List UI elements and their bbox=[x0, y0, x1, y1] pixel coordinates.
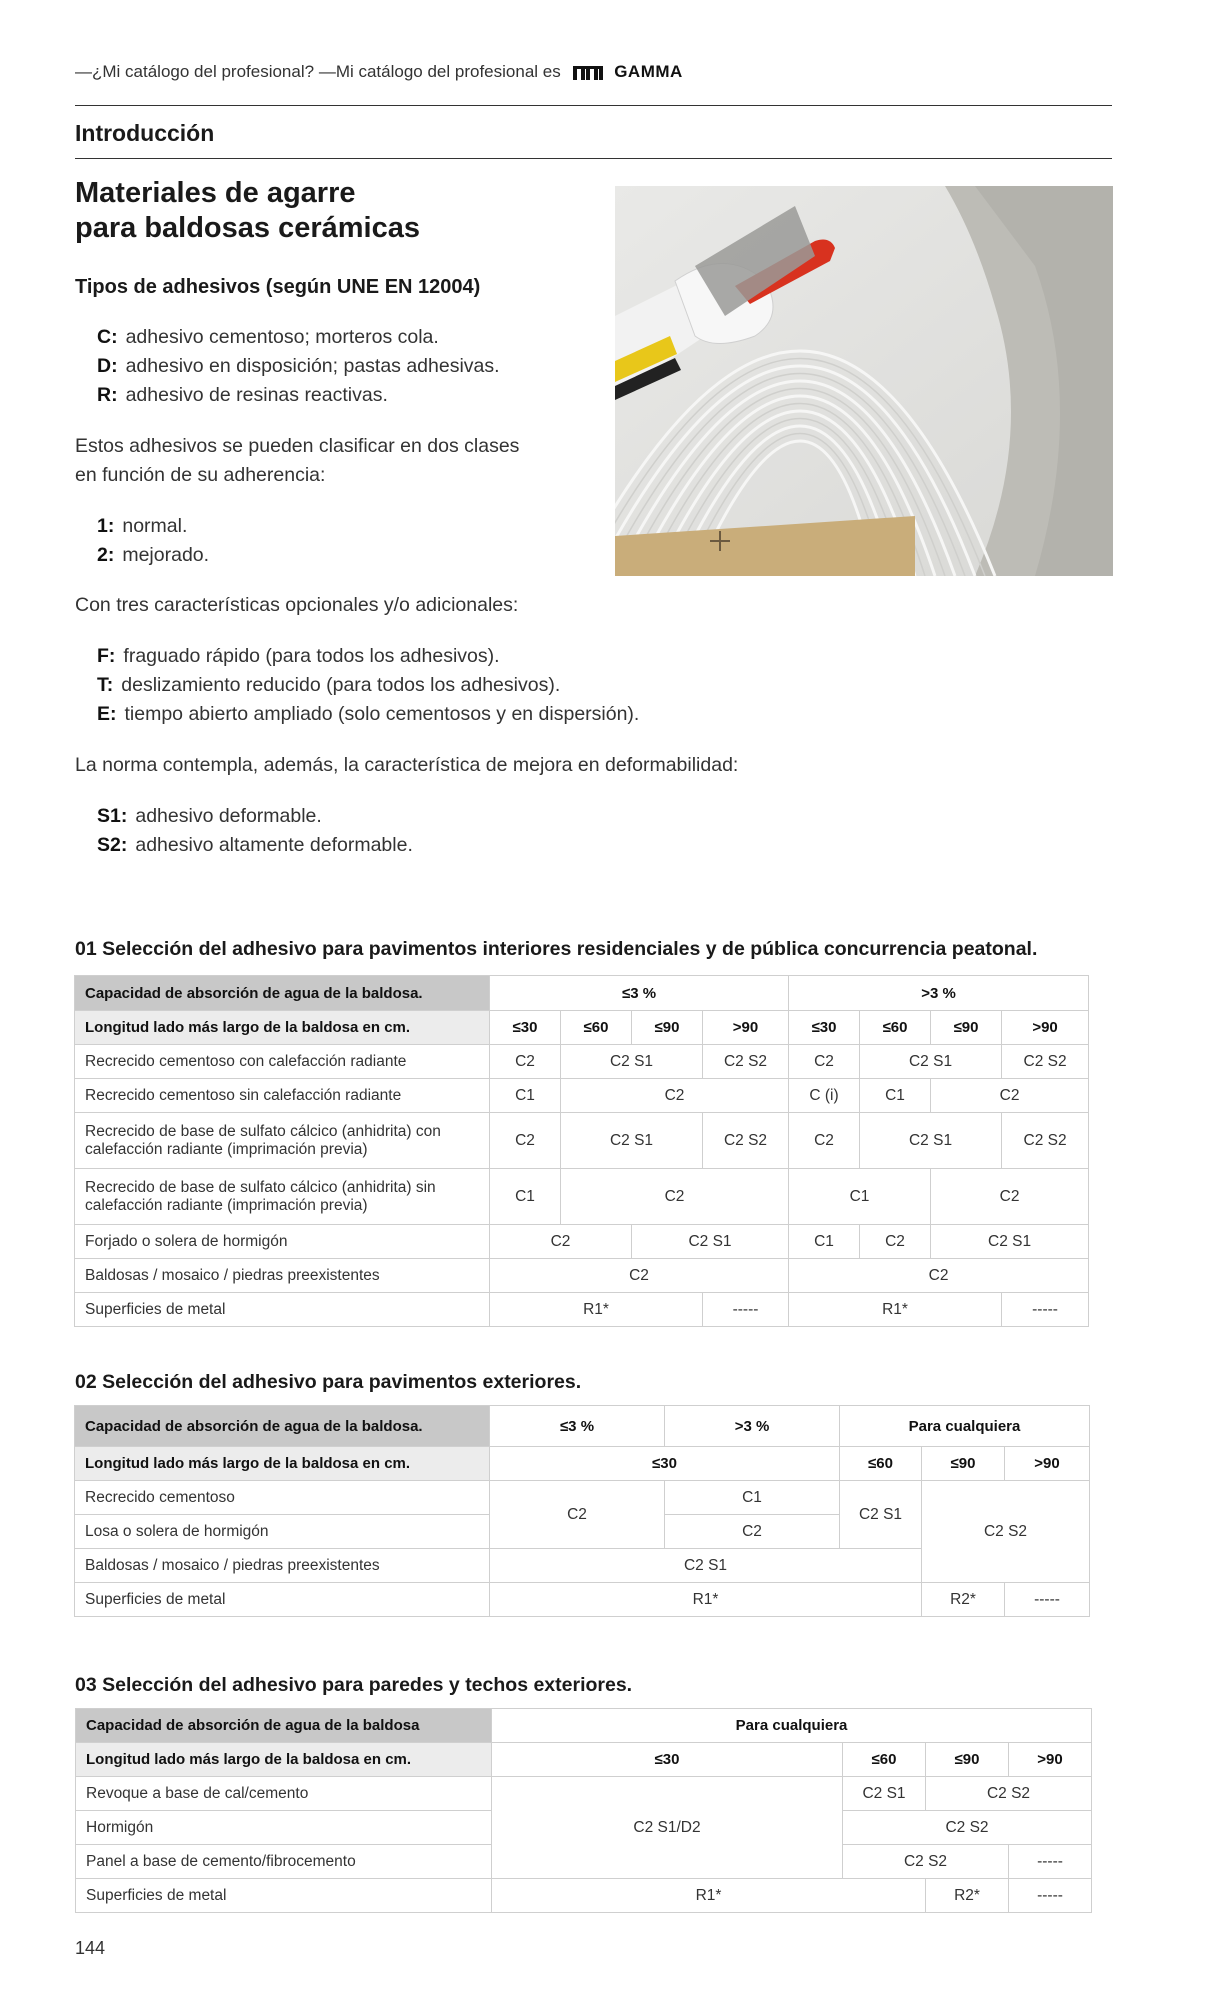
list-item: R: adhesivo de resinas reactivas. bbox=[97, 384, 388, 406]
types-heading: Tipos de adhesivos (según UNE EN 12004) bbox=[75, 276, 481, 298]
list-item: S2: adhesivo altamente deformable. bbox=[97, 834, 413, 856]
table1-abs-low: ≤3 % bbox=[490, 976, 789, 1011]
table-row bbox=[75, 1583, 1090, 1617]
table-row bbox=[75, 1481, 1090, 1515]
adhesive-trowel-photo bbox=[615, 186, 1113, 576]
table1-size: ≤90 bbox=[632, 1011, 703, 1045]
table3-title: 03 Selección del adhesivo para paredes y techos exteriores. bbox=[75, 1674, 633, 1696]
table2-absorption-header: Capacidad de absorción de agua de la baldosa. bbox=[75, 1406, 490, 1447]
table2-size: >90 bbox=[1005, 1447, 1090, 1481]
table1-abs-high: >3 % bbox=[789, 976, 1089, 1011]
row-label: Superficies de metal bbox=[75, 1583, 490, 1617]
table-cell: R2* bbox=[926, 1879, 1009, 1913]
list-item: T: deslizamiento reducido (para todos los adhesivos). bbox=[97, 674, 561, 696]
table3-size: >90 bbox=[1009, 1743, 1092, 1777]
table-cell: C2 bbox=[931, 1079, 1089, 1113]
optional-text: Con tres características opcionales y/o adicionales: bbox=[75, 594, 519, 616]
classes-text-line1: Estos adhesivos se pueden clasificar en dos clases bbox=[75, 435, 520, 457]
table2-size: ≤60 bbox=[840, 1447, 922, 1481]
table-cell: C2 bbox=[789, 1259, 1089, 1293]
table2-abs-any: Para cualquiera bbox=[840, 1406, 1090, 1447]
table-cell: C2 bbox=[490, 1259, 789, 1293]
table-cell: C2 S1 bbox=[632, 1225, 789, 1259]
table-cell: R1* bbox=[490, 1583, 922, 1617]
table-cell: R2* bbox=[922, 1583, 1005, 1617]
page-title-line1: Materiales de agarre bbox=[75, 177, 356, 209]
table-cell: C1 bbox=[490, 1169, 561, 1225]
table-cell: C2 bbox=[860, 1225, 931, 1259]
table-cell: C2 bbox=[490, 1225, 632, 1259]
table1-absorption-header: Capacidad de absorción de agua de la baldosa. bbox=[75, 976, 490, 1011]
table-cell: ----- bbox=[1009, 1879, 1092, 1913]
table2-size: ≤90 bbox=[922, 1447, 1005, 1481]
table3-absorption-header: Capacidad de absorción de agua de la baldosa bbox=[76, 1709, 492, 1743]
header-rule bbox=[75, 105, 1112, 106]
row-label: Forjado o solera de hormigón bbox=[75, 1225, 490, 1259]
table-cell: C2 S1 bbox=[860, 1113, 1002, 1169]
table3-size: ≤90 bbox=[926, 1743, 1009, 1777]
table2-abs-low: ≤3 % bbox=[490, 1406, 665, 1447]
table-cell: C2 bbox=[789, 1113, 860, 1169]
table-cell: C2 bbox=[490, 1045, 561, 1079]
row-label: Baldosas / mosaico / piedras preexistentes bbox=[75, 1549, 490, 1583]
table-row bbox=[76, 1777, 1092, 1811]
row-label: Recrecido de base de sulfato cálcico (anhidrita) con calefacción radiante (imprimación previa) bbox=[75, 1113, 490, 1169]
row-label: Panel a base de cemento/fibrocemento bbox=[76, 1845, 492, 1879]
table-cell: ----- bbox=[1002, 1293, 1089, 1327]
table-cell: R1* bbox=[492, 1879, 926, 1913]
row-label: Superficies de metal bbox=[75, 1293, 490, 1327]
row-label: Recrecido cementoso bbox=[75, 1481, 490, 1515]
table-cell: C2 S1 bbox=[561, 1045, 703, 1079]
list-item: C: adhesivo cementoso; morteros cola. bbox=[97, 326, 439, 348]
table-cell: C2 S2 bbox=[703, 1045, 789, 1079]
table2 bbox=[74, 1405, 1090, 1617]
table-cell: C1 bbox=[490, 1079, 561, 1113]
table-cell: C2 bbox=[561, 1169, 789, 1225]
table-cell: C2 S2 bbox=[703, 1113, 789, 1169]
table-cell: C2 bbox=[561, 1079, 789, 1113]
row-label: Recrecido cementoso con calefacción radiante bbox=[75, 1045, 490, 1079]
page-title-line2: para baldosas cerámicas bbox=[75, 212, 420, 244]
list-item: S1: adhesivo deformable. bbox=[97, 805, 322, 827]
table1-size: ≤60 bbox=[860, 1011, 931, 1045]
table1 bbox=[74, 975, 1089, 1327]
table-cell: C2 S2 bbox=[922, 1481, 1090, 1583]
table-cell: C1 bbox=[789, 1225, 860, 1259]
row-label: Hormigón bbox=[76, 1811, 492, 1845]
table-cell: C2 S1 bbox=[561, 1113, 703, 1169]
table2-size: ≤30 bbox=[490, 1447, 840, 1481]
header-tagline bbox=[75, 62, 683, 82]
list-item: E: tiempo abierto ampliado (solo cementosos y en dispersión). bbox=[97, 703, 640, 725]
brand-name: GAMMA bbox=[614, 62, 683, 81]
table-cell: R1* bbox=[490, 1293, 703, 1327]
table-cell: C1 bbox=[860, 1079, 931, 1113]
table-cell: C1 bbox=[789, 1169, 931, 1225]
table1-length-header: Longitud lado más largo de la baldosa en cm. bbox=[75, 1011, 490, 1045]
table-row bbox=[75, 1169, 1089, 1225]
table2-title: 02 Selección del adhesivo para pavimentos exteriores. bbox=[75, 1371, 582, 1393]
list-item: 1: normal. bbox=[97, 515, 188, 537]
page-title bbox=[75, 176, 420, 246]
table3-length-header: Longitud lado más largo de la baldosa en cm. bbox=[76, 1743, 492, 1777]
table-cell: ----- bbox=[1009, 1845, 1092, 1879]
row-label: Losa o solera de hormigón bbox=[75, 1515, 490, 1549]
trowel-illustration-icon bbox=[615, 186, 1113, 576]
norm-text: La norma contempla, además, la característica de mejora en deformabilidad: bbox=[75, 754, 739, 776]
row-label: Recrecido cementoso sin calefacción radiante bbox=[75, 1079, 490, 1113]
table-row bbox=[75, 1113, 1089, 1169]
table-row bbox=[75, 1225, 1089, 1259]
table-cell: C2 bbox=[490, 1113, 561, 1169]
table-cell: C2 S1 bbox=[840, 1481, 922, 1549]
table-row bbox=[75, 1079, 1089, 1113]
table1-size: ≤90 bbox=[931, 1011, 1002, 1045]
table1-size: >90 bbox=[703, 1011, 789, 1045]
row-label: Superficies de metal bbox=[76, 1879, 492, 1913]
table-row bbox=[75, 1259, 1089, 1293]
table1-size: ≤30 bbox=[789, 1011, 860, 1045]
table-cell: C2 bbox=[665, 1515, 840, 1549]
table1-size: ≤30 bbox=[490, 1011, 561, 1045]
table3-size: ≤30 bbox=[492, 1743, 843, 1777]
table-cell: C2 S1 bbox=[490, 1549, 922, 1583]
table-cell: C2 S2 bbox=[843, 1845, 1009, 1879]
tagline-answer: —Mi catálogo del profesional es bbox=[318, 62, 561, 81]
table1-size: >90 bbox=[1002, 1011, 1089, 1045]
table-cell: ----- bbox=[1005, 1583, 1090, 1617]
table-cell: C2 S1 bbox=[860, 1045, 1002, 1079]
row-label: Baldosas / mosaico / piedras preexistentes bbox=[75, 1259, 490, 1293]
table-cell: C2 S1 bbox=[931, 1225, 1089, 1259]
table-cell: C1 bbox=[665, 1481, 840, 1515]
table-cell: C2 bbox=[789, 1045, 860, 1079]
table-cell: C2 S2 bbox=[843, 1811, 1092, 1845]
row-label: Recrecido de base de sulfato cálcico (anhidrita) sin calefacción radiante (imprimación previa) bbox=[75, 1169, 490, 1225]
row-label: Revoque a base de cal/cemento bbox=[76, 1777, 492, 1811]
tagline-question: —¿Mi catálogo del profesional? bbox=[75, 62, 315, 81]
table3-size: ≤60 bbox=[843, 1743, 926, 1777]
table-cell: C2 S2 bbox=[1002, 1045, 1089, 1079]
table-cell: C2 S2 bbox=[1002, 1113, 1089, 1169]
section-title: Introducción bbox=[75, 120, 215, 146]
table3-abs-any: Para cualquiera bbox=[492, 1709, 1092, 1743]
list-item: D: adhesivo en disposición; pastas adhesivas. bbox=[97, 355, 500, 377]
table3 bbox=[75, 1708, 1092, 1913]
table-row bbox=[75, 1045, 1089, 1079]
table-cell: C2 S1 bbox=[843, 1777, 926, 1811]
gamma-logo-icon bbox=[573, 65, 603, 81]
table-row bbox=[76, 1879, 1092, 1913]
classes-text-line2: en función de su adherencia: bbox=[75, 464, 326, 486]
table-cell: C (i) bbox=[789, 1079, 860, 1113]
section-rule bbox=[75, 158, 1112, 159]
table1-title: 01 Selección del adhesivo para pavimentos interiores residenciales y de pública concurrencia peatonal. bbox=[75, 938, 1038, 960]
table-row bbox=[75, 1293, 1089, 1327]
table-cell: C2 S1/D2 bbox=[492, 1777, 843, 1879]
table2-length-header: Longitud lado más largo de la baldosa en cm. bbox=[75, 1447, 490, 1481]
table2-abs-high: >3 % bbox=[665, 1406, 840, 1447]
table-cell: ----- bbox=[703, 1293, 789, 1327]
table-cell: C2 bbox=[490, 1481, 665, 1549]
table-cell: C2 bbox=[931, 1169, 1089, 1225]
list-item: F: fraguado rápido (para todos los adhesivos). bbox=[97, 645, 500, 667]
table-cell: R1* bbox=[789, 1293, 1002, 1327]
table1-size: ≤60 bbox=[561, 1011, 632, 1045]
page-number: 144 bbox=[75, 1938, 106, 1958]
list-item: 2: mejorado. bbox=[97, 544, 210, 566]
table-cell: C2 S2 bbox=[926, 1777, 1092, 1811]
